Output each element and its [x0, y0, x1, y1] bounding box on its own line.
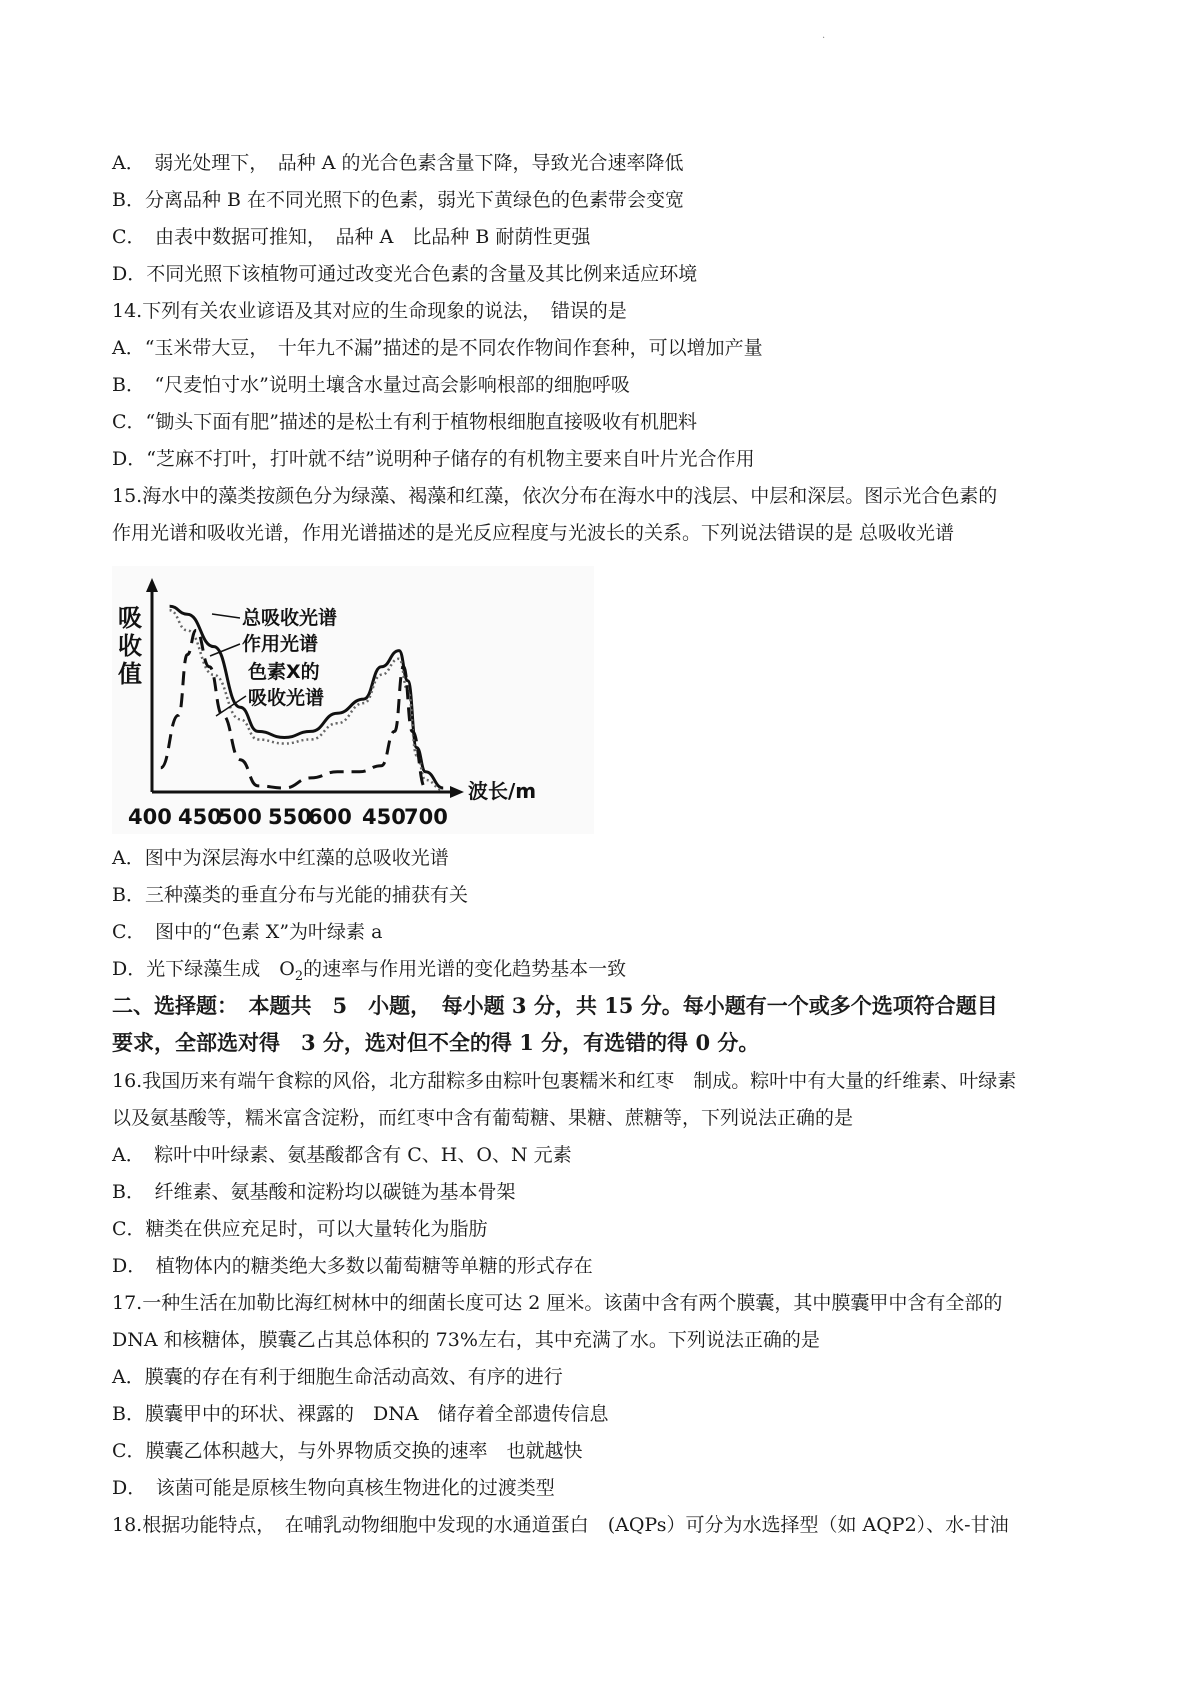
- q14-option-b: B． “尺麦怕寸水”说明土壤含水量过高会影响根部的细胞呼吸: [112, 374, 630, 396]
- q16-stem-line2: 以及氨基酸等，糯米富含淀粉，而红枣中含有葡萄糖、果糖、蔗糖等，下列说法正确的是: [112, 1107, 854, 1129]
- absorption-spectrum-figure: [112, 566, 594, 834]
- q17-stem-line2: DNA 和核糖体，膜囊乙占其总体积的 73%左右，其中充满了水。下列说法正确的是: [112, 1329, 820, 1351]
- q15-option-a: A．图中为深层海水中红藻的总吸收光谱: [112, 847, 449, 869]
- x-tick-550: 550: [268, 805, 312, 829]
- q15-stem-line1: 15.海水中的藻类按颜色分为绿藻、褐藻和红藻，依次分布在海水中的浅层、中层和深层。图示光合色素的: [112, 485, 998, 507]
- x-tick-500: 500: [218, 805, 262, 829]
- q17-option-b: B．膜囊甲中的环状、裸露的 DNA 储存着全部遗传信息: [112, 1403, 609, 1425]
- spectrum-chart: [112, 566, 594, 834]
- q15-option-d: [112, 956, 626, 990]
- q16-option-d: D． 植物体内的糖类绝大多数以葡萄糖等单糖的形式存在: [112, 1255, 593, 1277]
- legend-pigment-x-line1: 色素X的: [248, 661, 320, 683]
- y-axis-arrow: [146, 578, 158, 592]
- legend-pigment-x-line2: 吸收光谱: [248, 687, 325, 709]
- x-tick-400: 400: [128, 805, 172, 829]
- q16-stem-line1: 16.我国历来有端午食粽的风俗，北方甜粽多由粽叶包裹糯米和红枣 制成。粽叶中有大量的纤维素、叶绿素: [112, 1070, 1017, 1092]
- q16-option-c: C．糖类在供应充足时，可以大量转化为脂肪: [112, 1218, 488, 1240]
- q14-stem: 14.下列有关农业谚语及其对应的生命现象的说法， 错误的是: [112, 300, 627, 322]
- legend-pointer-total: [212, 614, 240, 618]
- x-tick-600: 600: [308, 805, 352, 829]
- q17-option-d: D． 该菌可能是原核生物向真核生物进化的过渡类型: [112, 1477, 555, 1499]
- y-label-char-1: 吸: [118, 604, 142, 632]
- q15-option-b: B．三种藻类的垂直分布与光能的捕获有关: [112, 884, 468, 906]
- legend-total-absorption: 总吸收光谱: [242, 607, 338, 629]
- x-tick-450-second: 450: [362, 805, 406, 829]
- q17-stem-line1: 17.一种生活在加勒比海红树林中的细菌长度可达 2 厘米。该菌中含有两个膜囊，其中膜囊甲中含有全部的: [112, 1292, 1003, 1314]
- x-tick-700: 700: [404, 805, 448, 829]
- legend-action-spectrum: 作用光谱: [242, 633, 319, 655]
- y-label-char-3: 值: [118, 660, 142, 688]
- q15-option-d-subscript: 2: [294, 968, 304, 984]
- q16-option-b: B． 纤维素、氨基酸和淀粉均以碳链为基本骨架: [112, 1181, 516, 1203]
- q13-option-d: D．不同光照下该植物可通过改变光合色素的含量及其比例来适应环境: [112, 263, 698, 285]
- q14-option-a: A．“玉米带大豆， 十年九不漏”描述的是不同农作物间作套种，可以增加产量: [112, 337, 763, 359]
- section2-heading-line2: 要求，全部选对得 3 分，选对但不全的得 1 分，有选错的得 0 分。: [112, 1030, 760, 1055]
- x-axis-arrow: [450, 786, 464, 798]
- q13-option-c: C． 由表中数据可推知， 品种 A 比品种 B 耐荫性更强: [112, 226, 591, 248]
- q15-option-c: C． 图中的“色素 X”为叶绿素 a: [112, 921, 383, 943]
- y-label-char-2: 收: [118, 632, 142, 660]
- q13-option-b: B．分离品种 B 在不同光照下的色素，弱光下黄绿色的色素带会变宽: [112, 189, 685, 211]
- q17-option-a: A．膜囊的存在有利于细胞生命活动高效、有序的进行: [112, 1366, 563, 1388]
- q15-option-d-prefix: D．光下绿藻生成 O: [112, 958, 295, 980]
- q16-option-a: A． 粽叶中叶绿素、氨基酸都含有 C、H、O、N 元素: [112, 1144, 572, 1166]
- q14-option-c: C．“锄头下面有肥”描述的是松土有利于植物根细胞直接吸收有机肥料: [112, 411, 697, 433]
- q15-option-d-suffix: 的速率与作用光谱的变化趋势基本一致: [303, 958, 627, 980]
- q17-option-c: C．膜囊乙体积越大，与外界物质交换的速率 也就越快: [112, 1440, 583, 1462]
- q14-option-d: D．“芝麻不打叶，打叶就不结”说明种子储存的有机物主要来自叶片光合作用: [112, 448, 755, 470]
- decorative-dot: .: [822, 30, 826, 41]
- q15-stem-line2: 作用光谱和吸收光谱，作用光谱描述的是光反应程度与光波长的关系。下列说法错误的是 总吸收光谱: [112, 522, 955, 544]
- x-axis-label: 波长/m: [468, 779, 537, 803]
- q18-stem-line1: 18.根据功能特点， 在哺乳动物细胞中发现的水通道蛋白 (AQPs）可分为水选择型（如 AQP2）、水-甘油: [112, 1514, 1009, 1536]
- section2-heading-line1: 二、选择题： 本题共 5 小题， 每小题 3 分，共 15 分。每小题有一个或多个选项符合题目: [112, 993, 998, 1018]
- q13-option-a: A． 弱光处理下， 品种 A 的光合色素含量下降，导致光合速率降低: [112, 152, 684, 174]
- x-tick-450: 450: [178, 805, 222, 829]
